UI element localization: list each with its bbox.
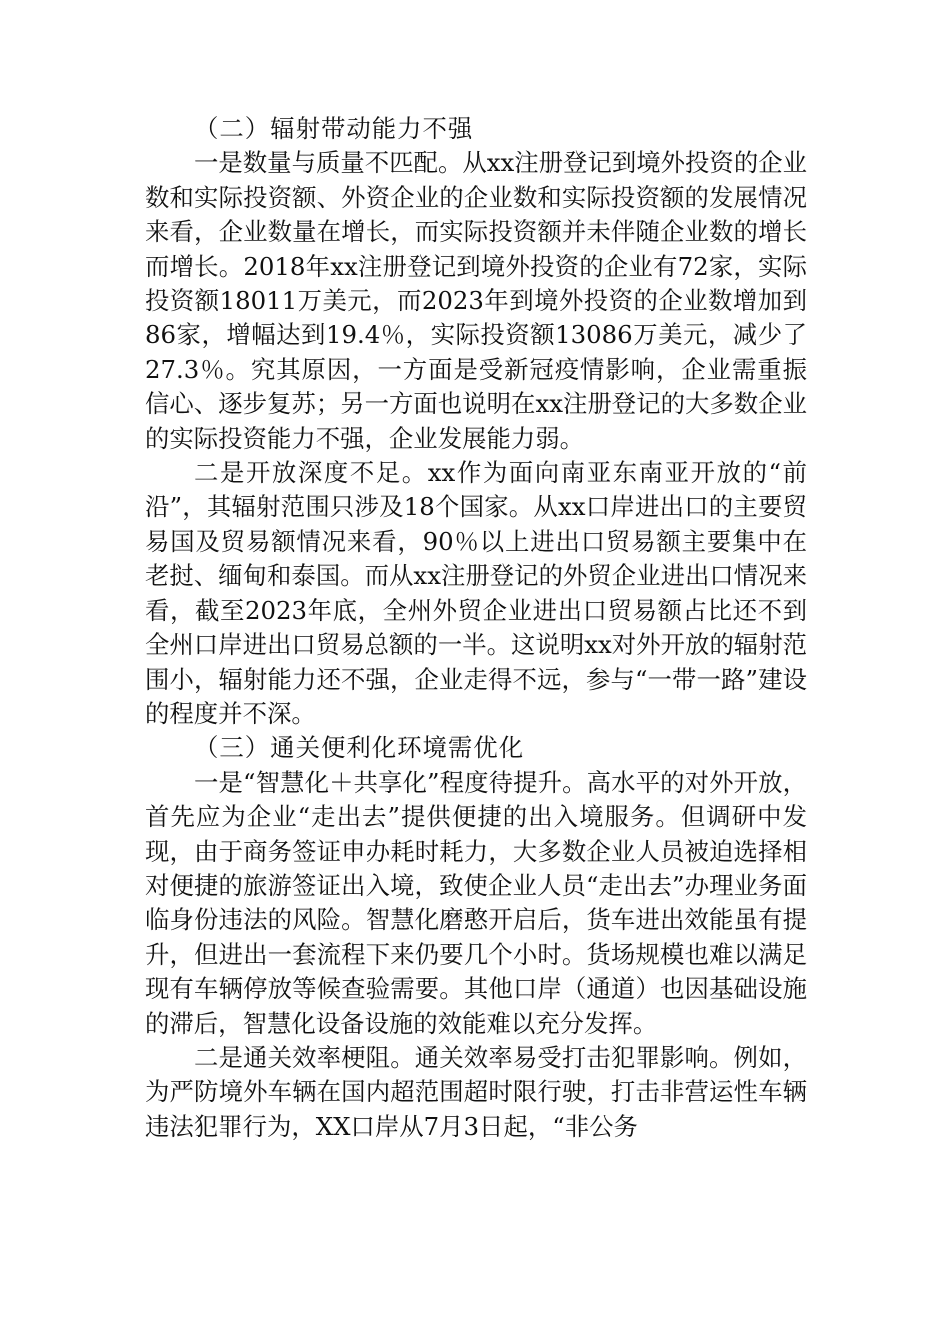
paragraph-quantity-quality: 一是数量与质量不匹配。从xx注册登记到境外投资的企业数和实际投资额、外资企业的企业数和实际投资额的发展情况来看，企业数量在增长，而实际投资额并未伴随企业数的增长而增长。2018年xx注册登记到境外投资的企业有72家，实际投资额18011万美元，而2023年到境外投资的企业数增加到86家，增幅达到19.4％，实际投资额13086万美元，减少了27.3％。究其原因，一方面是受新冠疫情影响，企业需重振信心、逐步复苏；另一方面也说明在xx注册登记的大多数企业的实际投资能力不强，企业发展能力弱。	[145, 148, 807, 453]
paragraph-customs-efficiency: 二是通关效率梗阻。通关效率易受打击犯罪影响。例如，为严防境外车辆在国内超范围超时限行驶，打击非营运性车辆违法犯罪行为，XX口岸从7月3日起，“非公务	[145, 1042, 807, 1141]
paragraph-smart-sharing: 一是“智慧化＋共享化”程度待提升。高水平的对外开放，首先应为企业“走出去”提供便捷的出入境服务。但调研中发现，由于商务签证申办耗时耗力，大多数企业人员被迫选择相对便捷的旅游签证出入境，致使企业人员“走出去”办理业务面临身份违法的风险。智慧化磨憨开启后，货车进出效能虽有提升，但进出一套流程下来仍要几个小时。货场规模也难以满足现有车辆停放等候查验需要。其他口岸（通道）也因基础设施的滞后，智慧化设备设施的效能难以充分发挥。	[145, 767, 807, 1038]
document-page	[145, 112, 807, 1144]
section-heading-radiation: （二）辐射带动能力不强	[194, 114, 474, 143]
section-heading-customs: （三）通关便利化环境需优化	[194, 733, 525, 763]
paragraph-opening-depth: 二是开放深度不足。xx作为面向南亚东南亚开放的“前沿”，其辐射范围只涉及18个国家。从xx口岸进出口的主要贸易国及贸易额情况来看，90％以上进出口贸易额主要集中在老挝、缅甸和泰国。而从xx注册登记的外贸企业进出口情况来看，截至2023年底，全州外贸企业进出口贸易额占比还不到全州口岸进出口贸易总额的一半。这说明xx对外开放的辐射范围小，辐射能力还不强，企业走得不远，参与“一带一路”建设的程度并不深。	[145, 458, 807, 728]
